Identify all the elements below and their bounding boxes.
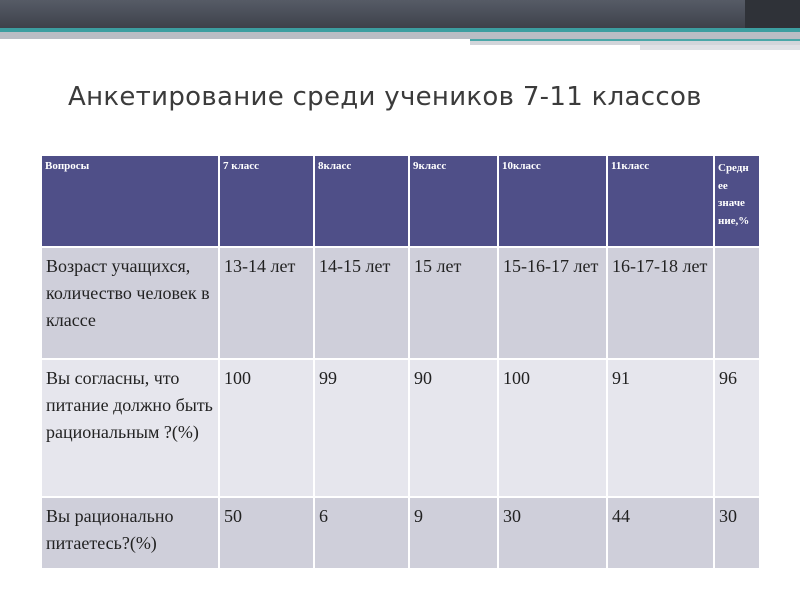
table-cell: 96 xyxy=(714,359,760,497)
row-question: Вы согласны, что питание должно быть рациональным ?(%) xyxy=(41,359,219,497)
table-cell: 6 xyxy=(314,497,409,569)
table-header-row xyxy=(41,155,760,247)
table-cell: 50 xyxy=(219,497,314,569)
table-row xyxy=(41,359,760,497)
table-cell: 15-16-17 лет xyxy=(498,247,607,359)
header-grade-11: 11класс xyxy=(607,155,714,247)
header-grade-9: 9класс xyxy=(409,155,498,247)
row-question: Возраст учащихся, количество человек в классе xyxy=(41,247,219,359)
slide-title: Анкетирование среди учеников 7-11 классов xyxy=(68,82,702,112)
header-grade-8: 8класс xyxy=(314,155,409,247)
header-grade-10: 10класс xyxy=(498,155,607,247)
header-average: Средн ее значе ние,% xyxy=(714,155,760,247)
row-question: Вы рационально питаетесь?(%) xyxy=(41,497,219,569)
table-cell: 30 xyxy=(498,497,607,569)
table-row xyxy=(41,247,760,359)
slide-decor-strip xyxy=(0,32,800,39)
table-cell: 44 xyxy=(607,497,714,569)
table-row xyxy=(41,497,760,569)
header-grade-7: 7 класс xyxy=(219,155,314,247)
slide-top-bar-corner xyxy=(745,0,800,30)
table-cell: 9 xyxy=(409,497,498,569)
slide-decor-line xyxy=(470,39,800,41)
table-cell xyxy=(714,247,760,359)
slide-top-bar xyxy=(0,0,800,28)
table-cell: 99 xyxy=(314,359,409,497)
table-cell: 14-15 лет xyxy=(314,247,409,359)
header-questions: Вопросы xyxy=(41,155,219,247)
table-cell: 100 xyxy=(219,359,314,497)
table-cell: 16-17-18 лет xyxy=(607,247,714,359)
table-cell: 100 xyxy=(498,359,607,497)
table-cell: 15 лет xyxy=(409,247,498,359)
slide-decor-strip xyxy=(640,45,800,50)
survey-table xyxy=(40,154,761,570)
table-cell: 30 xyxy=(714,497,760,569)
table-cell: 13-14 лет xyxy=(219,247,314,359)
table-cell: 91 xyxy=(607,359,714,497)
table-cell: 90 xyxy=(409,359,498,497)
